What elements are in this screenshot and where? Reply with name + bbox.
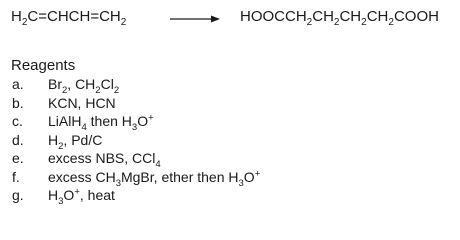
reagent-item [11, 131, 451, 150]
reagent-item [11, 186, 451, 205]
reactant-formula: $H_2C=CHCH=CH_2$ [11, 8, 127, 28]
reaction-arrow-icon [170, 14, 220, 24]
reagent-item [11, 149, 451, 168]
reagent-letter: b. [12, 94, 24, 111]
reagent-text: LiAlH$_4$ then $H_3O^+$ [48, 112, 154, 133]
reagent-text: KCN, HCN [48, 94, 116, 111]
reagents-heading: Reagents [11, 57, 76, 74]
reagent-text: $Br_2$, $CH_2Cl_2$ [48, 76, 120, 96]
reagent-text: excess NBS, CCl$_4$ [48, 150, 161, 170]
reagent-text: $H_3O^+$, heat [48, 186, 115, 207]
reagent-item [11, 168, 451, 187]
reagent-letter: f. [12, 168, 20, 185]
reagent-text: $H_2$, Pd/C [48, 131, 103, 152]
reagent-letter: e. [12, 150, 24, 166]
reagent-letter: d. [12, 131, 24, 148]
reagent-item [11, 112, 451, 131]
reagent-letter: a. [12, 76, 24, 92]
reagent-text: excess $CH_3MgBr$, ether then $H_3O^+$ [48, 167, 261, 189]
reagent-rows [11, 75, 451, 205]
reagents-list [11, 57, 451, 205]
reaction-scheme [0, 0, 460, 40]
reagent-item [11, 94, 451, 113]
product-formula: $HOOCCH_2CH_2CH_2CH_2COOH$ [240, 8, 439, 28]
reagent-item [11, 75, 451, 94]
reagent-letter: g. [12, 187, 24, 203]
reagent-letter: c. [12, 113, 23, 129]
